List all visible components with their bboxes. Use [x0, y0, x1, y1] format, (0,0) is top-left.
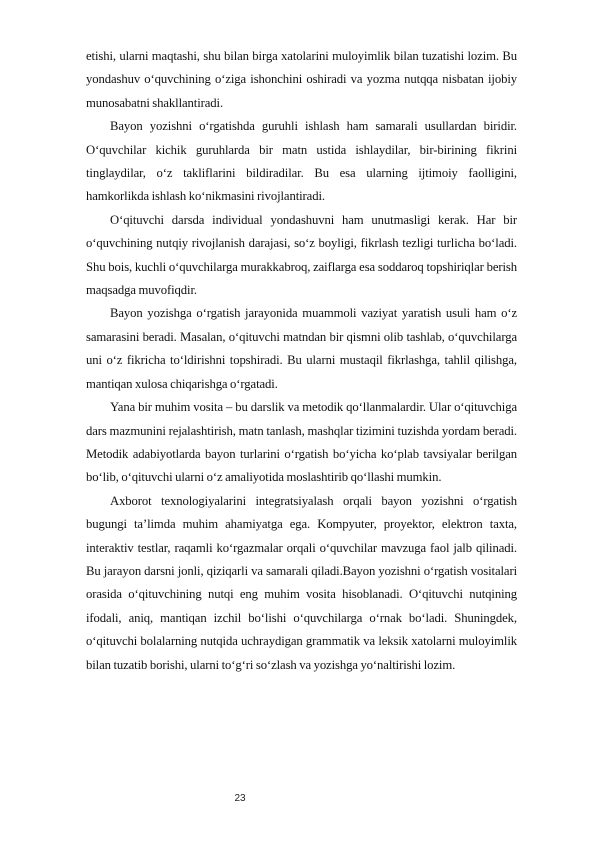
paragraph-5: Yana bir muhim vosita – bu darslik va metodik qo‘llanmalardir. Ular o‘qituvchiga dars mazmunini rejalashtirish, matn tanlash, mashqlar tizimini tuzishda yordam beradi. Metodik adabiyotlarda bayon turlarini o‘rgatish bo‘yicha ko‘plab tavsiyalar berilgan bo‘lib, o‘qituvchi ularni o‘z amaliyotida moslashtirib qo‘llashi mumkin.	[86, 400, 517, 485]
paragraph-2: Bayon yozishni o‘rgatishda guruhli ishlash ham samarali usullardan biridir. O‘quvchilar kichik guruhlarda bir matn ustida ishlaydilar, bir-birining fikrini tinglaydilar, o‘z takliflarini bildiradilar. Bu esa ularning ijtimoiy faolligini, hamkorlikda ishlash ko‘nikmasini rivojlantiradi.	[86, 119, 517, 204]
page-number: 23	[234, 793, 246, 804]
paragraph-3: O‘qituvchi darsda individual yondashuvni ham unutmasligi kerak. Har bir o‘quvchining nutqiy rivojlanish darajasi, so‘z boyligi, fikrlash tezligi turlicha bo‘ladi. Shu bois, kuchli o‘quvchilarga murakkabroq, zaiflarga esa soddaroq topshiriqlar berish maqsadga muvofiqdir.	[86, 212, 517, 298]
document-body	[86, 45, 517, 677]
paragraph-6: Axborot texnologiyalarini integratsiyalash orqali bayon yozishni o‘rgatish bugungi ta’limda muhim ahamiyatga ega. Kompyuter, proyektor, elektron taxta, interaktiv testlar, raqamli ko‘rgazmalar orqali o‘quvchilar mavzuga faol jalb qilinadi. Bu jarayon darsni jonli, qiziqarli va samarali qiladi.Bayon yozishni o‘rgatish vositalari orasida o‘qituvchining nutqi eng muhim vosita hisoblanadi. O‘qituvchi nutqining ifodali, aniq, mantiqan izchil bo‘lishi o‘quvchilarga o‘rnak bo‘ladi. Shuningdek, o‘qituvchi bolalarning nutqida uchraydigan grammatik va leksik xatolarni muloyimlik bilan tuzatib borishi, ularni to‘g‘ri so‘zlash va yozishga yo‘naltirishi lozim.	[86, 493, 517, 672]
paragraph-4: Bayon yozishga o‘rgatish jarayonida muammoli vaziyat yaratish usuli ham o‘z samarasini beradi. Masalan, o‘qituvchi matndan bir qismni olib tashlab, o‘quvchilarga uni o‘z fikricha to‘ldirishni topshiradi. Bu ularni mustaqil fikrlashga, tahlil qilishga, mantiqan xulosa chiqarishga o‘rgatadi.	[86, 306, 517, 391]
paragraph-1: etishi, ularni maqtashi, shu bilan birga xatolarini muloyimlik bilan tuzatishi lozim. Bu yondashuv o‘quvchining o‘ziga ishonchini oshiradi va yozma nutqqa nisbatan ijobiy munosabatni shakllantiradi.	[86, 49, 517, 110]
